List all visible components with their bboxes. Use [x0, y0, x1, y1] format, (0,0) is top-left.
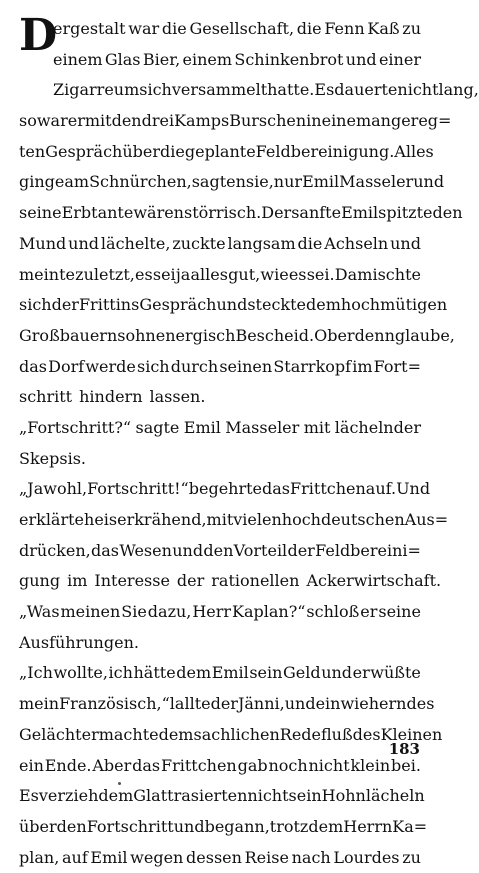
text-word: meinen — [60, 602, 121, 622]
text-line — [19, 658, 421, 689]
text-word: störrisch. — [183, 203, 262, 223]
text-word: Hohnlächeln — [321, 786, 425, 806]
text-word: und — [390, 233, 421, 253]
text-word: die — [297, 233, 323, 253]
text-word: dem — [176, 663, 212, 683]
text-word: gung — [19, 571, 61, 591]
text-word: dem — [98, 786, 134, 806]
text-word: zu — [402, 19, 421, 38]
text-word: steckte — [247, 295, 307, 315]
text-line — [19, 229, 421, 260]
text-word: und — [173, 816, 205, 836]
text-word: es — [288, 264, 307, 284]
text-word: ich — [108, 663, 133, 683]
text-word: Zigarre — [53, 80, 114, 100]
text-line — [19, 167, 445, 198]
text-word: sachlichen — [193, 724, 280, 744]
text-line — [19, 444, 421, 475]
text-word: Ackerwirtschaft. — [306, 571, 442, 591]
text-word: lächelte, — [100, 233, 171, 253]
text-word: Kamps — [174, 111, 230, 131]
text-word: der — [210, 694, 238, 714]
text-line — [19, 321, 455, 352]
text-word: ten — [19, 141, 46, 161]
text-word: mein — [19, 694, 60, 714]
text-word: Kleinen — [380, 724, 443, 744]
text-line — [19, 536, 421, 567]
text-word: Emil — [341, 203, 379, 223]
text-word: krähend, — [134, 510, 207, 529]
text-word: dazu, — [147, 602, 192, 622]
text-word: sagten — [191, 172, 246, 192]
text-word: ginge — [19, 172, 65, 192]
text-word: Aus= — [404, 510, 449, 529]
text-word: angereg= — [371, 111, 452, 131]
text-word: Kaß — [367, 19, 400, 38]
text-word: Ka= — [392, 816, 428, 836]
text-word: drei — [141, 111, 175, 131]
text-word: über — [122, 141, 161, 161]
text-word: Bescheid. — [235, 325, 315, 345]
text-word: verzieh — [38, 786, 99, 806]
text-word: bei. — [391, 755, 421, 775]
text-word: der — [51, 295, 79, 315]
text-word: Es — [314, 80, 335, 100]
text-word: Großbauernsohn — [19, 325, 156, 345]
text-word: Und — [396, 479, 431, 499]
text-line — [19, 352, 421, 383]
text-word: einem — [182, 49, 233, 69]
text-word: wüßte — [370, 663, 421, 683]
text-word: wollte, — [53, 663, 108, 683]
text-word: ergestalt — [53, 19, 126, 38]
text-word: den — [432, 203, 463, 223]
text-word: „Was — [19, 602, 60, 622]
text-word: Interesse — [94, 571, 170, 591]
text-word: drücken, — [19, 540, 91, 560]
text-word: wieherndes — [340, 694, 435, 714]
text-word: nach — [291, 847, 331, 867]
text-word: die — [161, 19, 187, 38]
text-word: Sie — [121, 602, 147, 622]
text-word: Wesen — [119, 540, 172, 560]
text-word: die — [296, 19, 322, 38]
drop-cap: D — [19, 10, 58, 61]
text-word: er — [352, 663, 370, 683]
text-word: zu — [402, 847, 421, 867]
text-word: war — [128, 19, 160, 38]
text-line — [19, 474, 431, 505]
text-word: noch — [268, 755, 308, 775]
text-word: Ende. — [44, 755, 92, 775]
text-line — [19, 628, 421, 659]
text-word: einem — [53, 49, 103, 69]
text-word: der — [176, 571, 205, 591]
text-word: seine — [19, 203, 62, 223]
text-word: und — [172, 540, 204, 560]
text-word: Emil — [183, 417, 221, 437]
text-word: Schinkenbrot — [234, 49, 344, 69]
text-word: begann, — [204, 816, 270, 836]
text-word: Masseler — [225, 417, 300, 437]
text-word: Ausführungen. — [19, 632, 139, 652]
text-word: durch — [170, 356, 219, 376]
text-word: er — [360, 602, 378, 622]
text-word: Geld — [283, 663, 321, 683]
body-text — [19, 10, 479, 873]
text-word: Lourdes — [333, 847, 400, 867]
text-word: Gespräch — [139, 295, 217, 315]
text-word: Masseler — [339, 172, 414, 192]
text-word: denn — [354, 325, 395, 345]
text-word: Der — [261, 203, 292, 223]
text-word: und — [216, 295, 248, 315]
text-word: und — [321, 663, 353, 683]
text-line — [19, 198, 463, 229]
text-word: lang, — [438, 80, 479, 100]
text-word: sich — [139, 80, 172, 100]
text-word: Gespräch — [45, 141, 123, 161]
text-word: die — [160, 141, 185, 161]
text-word: Feldbereini= — [315, 540, 421, 560]
text-word: Fort= — [373, 356, 421, 376]
text-word: Es — [19, 786, 39, 806]
text-word: Herrn — [343, 816, 393, 836]
text-line — [19, 781, 425, 812]
text-word: ein — [19, 755, 44, 775]
page-number: 183 — [388, 740, 420, 758]
text-word: den — [203, 540, 234, 560]
text-word: nur — [273, 172, 303, 192]
text-line — [19, 751, 421, 782]
text-word: ein — [315, 694, 341, 714]
text-word: lächelnder — [334, 417, 421, 437]
text-line — [19, 720, 443, 751]
text-line — [19, 382, 421, 413]
text-word: alles — [190, 264, 228, 284]
text-line — [19, 689, 435, 720]
text-word: nicht — [308, 755, 350, 775]
text-word: im — [67, 571, 88, 591]
text-word: in — [306, 111, 322, 131]
text-word: wären — [133, 203, 184, 223]
text-word: einer — [378, 49, 421, 69]
text-word: und — [413, 172, 445, 192]
text-word: Alles — [394, 141, 434, 161]
text-word: das — [19, 356, 47, 376]
text-word: hochdeutschen — [281, 510, 405, 529]
text-word: Französisch,“ — [59, 694, 170, 714]
text-word: Emil — [211, 663, 249, 683]
text-word: Achseln — [324, 233, 389, 253]
text-word: das — [91, 540, 120, 560]
text-line — [53, 14, 421, 45]
text-word: Emil — [90, 847, 128, 867]
text-word: um — [113, 80, 140, 100]
text-word: vielen — [233, 510, 282, 529]
text-word: Ob — [314, 325, 338, 345]
text-line — [19, 843, 421, 873]
text-word: wie — [260, 264, 289, 284]
text-word: seinen — [219, 356, 273, 376]
text-word: mit — [303, 417, 331, 437]
text-word: seine — [378, 602, 421, 622]
text-word: dem — [308, 816, 344, 836]
text-word: schritt — [19, 387, 73, 407]
text-word: Mund — [19, 233, 67, 253]
text-word: dem — [306, 295, 341, 315]
text-line — [19, 597, 421, 628]
text-word: „Fortschritt?“ — [19, 417, 132, 437]
text-word: lallte — [169, 694, 211, 714]
text-word: Glattrasierten — [133, 786, 248, 806]
text-word: hatte. — [267, 80, 315, 100]
text-word: auf — [61, 847, 88, 867]
text-word: Reise — [244, 847, 289, 867]
text-word: es — [135, 264, 153, 284]
text-word: Emil — [302, 172, 340, 192]
text-word: Gelächter — [19, 724, 99, 744]
text-word: am — [64, 172, 90, 192]
text-line — [19, 812, 428, 843]
text-word: sich — [19, 295, 52, 315]
text-word: Starrkopf — [273, 356, 352, 376]
text-word: Aber — [92, 755, 132, 775]
text-line — [19, 413, 421, 444]
text-word: über — [19, 816, 57, 836]
text-word: dauerte — [334, 80, 398, 100]
text-word: hätte — [133, 663, 176, 683]
text-word: Skepsis. — [19, 448, 86, 468]
text-word: er — [67, 111, 85, 131]
text-word: der — [287, 540, 315, 560]
text-word: werde — [85, 356, 136, 376]
text-word: Fenn — [324, 19, 365, 38]
text-word: sie, — [245, 172, 274, 192]
text-word: Schnürchen, — [89, 172, 192, 192]
text-word: plan, — [19, 847, 60, 867]
text-word: mit — [206, 510, 234, 529]
text-word: sagte — [135, 417, 180, 437]
text-word: und — [68, 233, 99, 253]
text-word: sei. — [306, 264, 335, 284]
text-line — [19, 566, 442, 597]
text-word: hochmütigen — [340, 295, 448, 315]
text-word: ja — [175, 264, 191, 284]
text-word: nicht — [397, 80, 439, 100]
text-word: Fortschritt — [86, 816, 174, 836]
text-word: sein — [249, 663, 283, 683]
text-word: sei — [152, 264, 176, 284]
text-word: Frittchen — [290, 479, 366, 499]
text-word: mischte — [357, 264, 421, 284]
text-word: Dorf — [48, 356, 85, 376]
text-word: schloß — [306, 602, 360, 622]
text-word: Redefluß — [279, 724, 353, 744]
text-word: Erbtante — [61, 203, 134, 223]
text-word: und — [345, 49, 377, 69]
text-word: sein — [288, 786, 322, 806]
text-word: Fritt — [78, 295, 116, 315]
text-word: Jänni, — [237, 694, 285, 714]
text-word: hindern — [79, 387, 143, 407]
text-word: machte — [98, 724, 159, 744]
text-word: Burschen — [229, 111, 307, 131]
text-word: ins — [115, 295, 140, 315]
text-word: erklärte — [19, 510, 85, 529]
text-line — [19, 137, 434, 168]
text-word: den — [56, 816, 87, 836]
text-word: nicht — [247, 786, 289, 806]
text-word: versammelt — [171, 80, 268, 100]
text-word: begehrte — [188, 479, 263, 499]
text-word: mit — [84, 111, 112, 131]
text-word: einem — [321, 111, 372, 131]
text-word: des — [352, 724, 381, 744]
text-word: er — [337, 325, 355, 345]
text-word: Vorteil — [233, 540, 288, 560]
text-word: gut, — [228, 264, 261, 284]
text-word: war — [36, 111, 68, 131]
text-word: Da — [334, 264, 358, 284]
text-word: zuletzt, — [75, 264, 135, 284]
text-word: geplante — [184, 141, 256, 161]
text-word: dem — [158, 724, 194, 744]
text-word: dessen — [186, 847, 242, 867]
text-word: langsam — [227, 233, 296, 253]
text-word: im — [352, 356, 373, 376]
text-word: meinte — [19, 264, 75, 284]
text-word: klein — [350, 755, 391, 775]
text-word: „Ich — [19, 663, 53, 683]
text-line — [19, 505, 449, 536]
text-word: wegen — [130, 847, 184, 867]
text-word: das — [262, 479, 291, 499]
text-word: gab — [237, 755, 268, 775]
text-word: spitzte — [378, 203, 433, 223]
text-word: auf. — [365, 479, 397, 499]
text-line — [19, 106, 452, 137]
text-word: Gesellschaft, — [189, 19, 295, 38]
text-word: „Jawohl, — [19, 479, 88, 499]
text-word: lassen. — [149, 387, 206, 407]
text-word: Feldbereinigung. — [255, 141, 395, 161]
text-line — [53, 75, 479, 106]
text-word: Herr — [192, 602, 232, 622]
text-word: Bier, — [142, 49, 181, 69]
text-word: Kaplan?“ — [232, 602, 306, 622]
paper-speck — [118, 782, 121, 785]
text-line — [19, 260, 421, 291]
text-word: so — [19, 111, 37, 131]
text-word: sich — [136, 356, 170, 376]
text-word: den — [111, 111, 142, 131]
text-word: energisch — [155, 325, 236, 345]
text-word: und — [284, 694, 316, 714]
text-word: Fortschritt!“ — [87, 479, 189, 499]
text-word: Glas — [104, 49, 141, 69]
text-word: sanfte — [291, 203, 342, 223]
text-word: rationellen — [211, 571, 300, 591]
text-word: zuckte — [172, 233, 226, 253]
text-word: glaube, — [394, 325, 455, 345]
text-word: heiser — [84, 510, 135, 529]
text-line — [19, 290, 448, 321]
text-word: das — [132, 755, 161, 775]
text-line — [53, 45, 421, 76]
text-word: Frittchen — [160, 755, 237, 775]
text-word: trotz — [269, 816, 309, 836]
